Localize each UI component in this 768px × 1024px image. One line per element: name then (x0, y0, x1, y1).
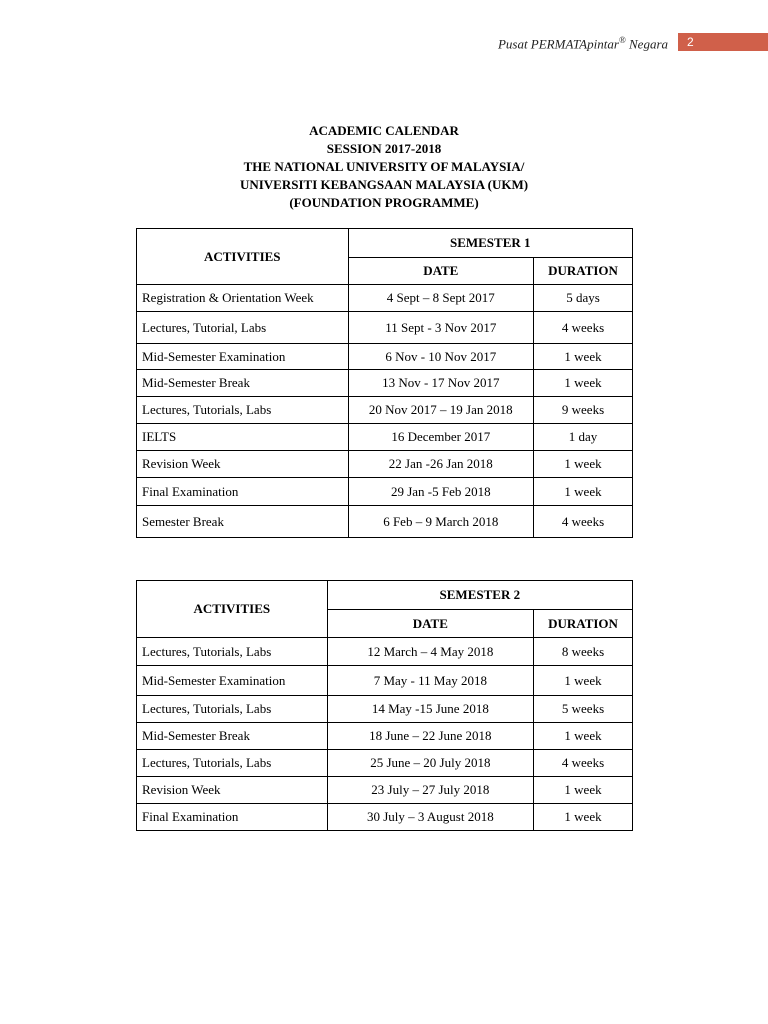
activities-header: ACTIVITIES (137, 581, 328, 638)
activity-cell: Lectures, Tutorials, Labs (137, 750, 328, 777)
title-line-2: SESSION 2017-2018 (326, 141, 442, 156)
date-cell: 18 June – 22 June 2018 (327, 723, 533, 750)
registered-mark: ® (618, 35, 626, 45)
date-cell: 6 Nov - 10 Nov 2017 (348, 344, 534, 370)
duration-cell: 9 weeks (534, 397, 633, 424)
duration-cell: 1 week (534, 777, 633, 804)
activity-cell: Final Examination (137, 804, 328, 831)
activity-cell: Lectures, Tutorials, Labs (137, 638, 328, 666)
duration-cell: 1 week (534, 478, 633, 506)
activity-cell: Lectures, Tutorials, Labs (137, 397, 349, 424)
duration-cell: 1 week (534, 804, 633, 831)
date-cell: 25 June – 20 July 2018 (327, 750, 533, 777)
activity-cell: Registration & Orientation Week (137, 285, 349, 312)
table-row (137, 723, 633, 750)
table-row (137, 424, 633, 451)
date-cell: 7 May - 11 May 2018 (327, 666, 533, 696)
duration-cell: 1 week (534, 666, 633, 696)
date-cell: 20 Nov 2017 – 19 Jan 2018 (348, 397, 534, 424)
table-row (137, 750, 633, 777)
table-row (137, 285, 633, 312)
activity-cell: Final Examination (137, 478, 349, 506)
activity-cell: Mid-Semester Break (137, 723, 328, 750)
title-line-4: UNIVERSITI KEBANGSAAN MALAYSIA (UKM) (239, 177, 529, 192)
table-row (137, 506, 633, 538)
semester-header: SEMESTER 2 (327, 581, 632, 610)
duration-cell: 4 weeks (534, 750, 633, 777)
duration-cell: 1 week (534, 451, 633, 478)
date-cell: 6 Feb – 9 March 2018 (348, 506, 534, 538)
semester-header: SEMESTER 1 (348, 229, 632, 258)
table-row (137, 804, 633, 831)
title-line-5: (FOUNDATION PROGRAMME) (289, 195, 479, 210)
duration-cell: 1 week (534, 370, 633, 397)
table-row (137, 344, 633, 370)
date-cell: 23 July – 27 July 2018 (327, 777, 533, 804)
duration-header: DURATION (534, 610, 633, 638)
semester-2-table (136, 580, 633, 831)
activity-cell: Mid-Semester Examination (137, 344, 349, 370)
duration-cell: 5 days (534, 285, 633, 312)
date-cell: 16 December 2017 (348, 424, 534, 451)
table-row (137, 397, 633, 424)
table-row (137, 638, 633, 666)
page-number-badge: 2 (678, 33, 768, 51)
date-cell: 11 Sept - 3 Nov 2017 (348, 312, 534, 344)
duration-cell: 5 weeks (534, 696, 633, 723)
org-name-prefix: Pusat PERMATApintar (497, 36, 619, 52)
table-row (137, 666, 633, 696)
date-header: DATE (327, 610, 533, 638)
duration-cell: 1 week (534, 344, 633, 370)
duration-cell: 4 weeks (534, 312, 633, 344)
duration-header: DURATION (534, 258, 633, 285)
document-title (0, 122, 768, 212)
table-row (137, 478, 633, 506)
date-cell: 14 May -15 June 2018 (327, 696, 533, 723)
table-row (137, 451, 633, 478)
activity-cell: IELTS (137, 424, 349, 451)
date-cell: 29 Jan -5 Feb 2018 (348, 478, 534, 506)
activities-header: ACTIVITIES (137, 229, 349, 285)
activity-cell: Revision Week (137, 777, 328, 804)
duration-cell: 1 day (534, 424, 633, 451)
date-cell: 12 March – 4 May 2018 (327, 638, 533, 666)
duration-cell: 4 weeks (534, 506, 633, 538)
activity-cell: Mid-Semester Break (137, 370, 349, 397)
activity-cell: Lectures, Tutorial, Labs (137, 312, 349, 344)
semester-1-table (136, 228, 633, 538)
page-header (498, 35, 668, 52)
date-cell: 22 Jan -26 Jan 2018 (348, 451, 534, 478)
table-row (137, 370, 633, 397)
org-name-suffix: Negara (629, 36, 668, 52)
date-header: DATE (348, 258, 534, 285)
table-row (137, 696, 633, 723)
activity-cell: Revision Week (137, 451, 349, 478)
duration-cell: 8 weeks (534, 638, 633, 666)
date-cell: 13 Nov - 17 Nov 2017 (348, 370, 534, 397)
activity-cell: Lectures, Tutorials, Labs (137, 696, 328, 723)
duration-cell: 1 week (534, 723, 633, 750)
activity-cell: Mid-Semester Examination (137, 666, 328, 696)
table-row (137, 777, 633, 804)
title-line-1: ACADEMIC CALENDAR (309, 123, 459, 138)
date-cell: 30 July – 3 August 2018 (327, 804, 533, 831)
title-line-3: THE NATIONAL UNIVERSITY OF MALAYSIA/ (243, 159, 525, 174)
activity-cell: Semester Break (137, 506, 349, 538)
table-row (137, 312, 633, 344)
date-cell: 4 Sept – 8 Sept 2017 (348, 285, 534, 312)
